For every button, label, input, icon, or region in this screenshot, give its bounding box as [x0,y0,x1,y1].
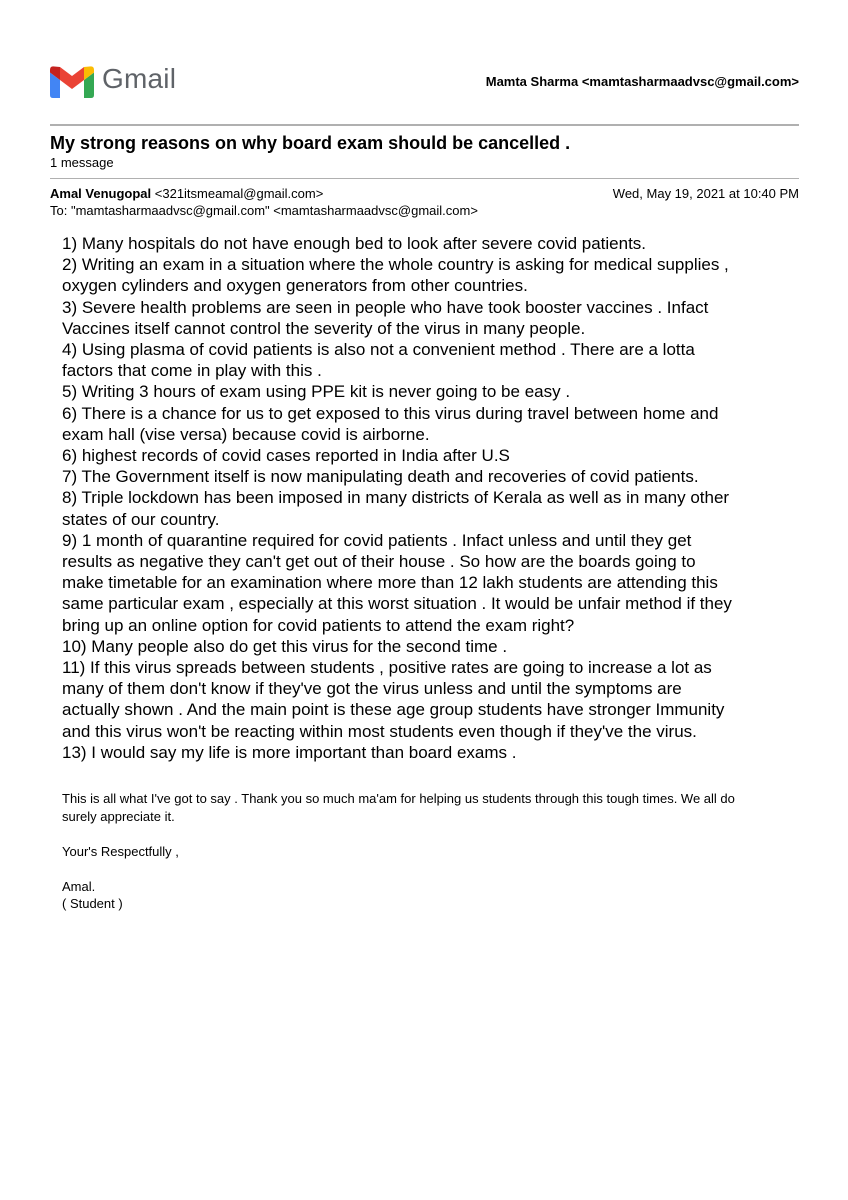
email-body-line: 5) Writing 3 hours of exam using PPE kit is never going to be easy . [62,382,571,402]
account-owner: Mamta Sharma <mamtasharmaadvsc@gmail.com> [485,74,799,89]
regards-line: Your's Respectfully , [62,843,179,859]
email-body-line: same particular exam , especially at this worst situation . It would be unfair method if they [62,594,732,614]
email-body-line: 7) The Government itself is now manipulating death and recoveries of covid patients. [62,467,699,487]
email-body-line: exam hall (vise versa) because covid is airborne. [62,424,430,444]
email-body-line: 6) highest records of covid cases reported in India after U.S [62,446,510,466]
email-subject: My strong reasons on why board exam should be cancelled . [50,133,571,153]
gmail-m-icon [50,66,94,98]
email-body-line: 3) Severe health problems are seen in people who have took booster vaccines . Infact [62,297,709,317]
email-closing [62,790,822,913]
signature-role: ( Student ) [62,896,123,911]
email-body-line: make timetable for an examination where more than 12 lakh students are attending this [62,573,718,593]
closing-text-line: This is all what I've got to say . Thank you so much ma'am for helping us students through this tough times. We all do [62,791,735,806]
email-body-line: 13) I would say my life is more important than board exams . [62,742,517,762]
email-body-line: Vaccines itself cannot control the severity of the virus in many people. [62,318,586,338]
email-body-line: 1) Many hospitals do not have enough bed to look after severe covid patients. [62,234,647,253]
email-body-line: and this virus won't be reacting within most students even though if they've the virus. [62,721,697,741]
email-body-line: oxygen cylinders and oxygen generators from other countries. [62,276,528,296]
sender-email: <321itsmeamal@gmail.com> [154,186,324,201]
email-body-line: 2) Writing an exam in a situation where the whole country is asking for medical supplies , [62,255,729,275]
signature-name: Amal. [62,878,96,894]
email-body-line: results as negative they can't get out of their house . So how are the boards going to [62,552,696,572]
email-body-points [62,233,802,763]
email-body-line: 8) Triple lockdown has been imposed in many districts of Kerala as well as in many other [62,488,730,508]
email-body-line: many of them don't know if they've got the virus unless and until the symptoms are [62,679,682,699]
sender-line [50,186,323,201]
email-body-line: factors that come in play with this . [62,361,322,381]
sender-name: Amal Venugopal [50,186,152,201]
email-body-line: 4) Using plasma of covid patients is also not a convenient method . There are a lotta [62,340,695,360]
subject-divider [50,178,799,179]
header-divider [50,124,799,126]
email-body-line: 6) There is a chance for us to get exposed to this virus during travel between home and [62,403,719,423]
email-body-line: 9) 1 month of quarantine required for covid patients . Infact unless and until they get [62,530,692,550]
gmail-wordmark: Gmail [102,63,177,94]
closing-text-line: surely appreciate it. [62,808,175,824]
email-body-line: actually shown . And the main point is these age group students have stronger Immunity [62,700,725,720]
message-count: 1 message [50,155,114,170]
gmail-logo [50,63,185,98]
sent-date: Wed, May 19, 2021 at 10:40 PM [612,186,799,201]
email-body-line: 10) Many people also do get this virus for the second time . [62,636,508,656]
recipient-line: To: "mamtasharmaadvsc@gmail.com" <mamtasharmaadvsc@gmail.com> [50,203,478,218]
email-body-line: states of our country. [62,509,220,529]
email-body-line: bring up an online option for covid patients to attend the exam right? [62,615,575,635]
email-body-line: 11) If this virus spreads between students , positive rates are going to increase a lot as [62,658,712,678]
